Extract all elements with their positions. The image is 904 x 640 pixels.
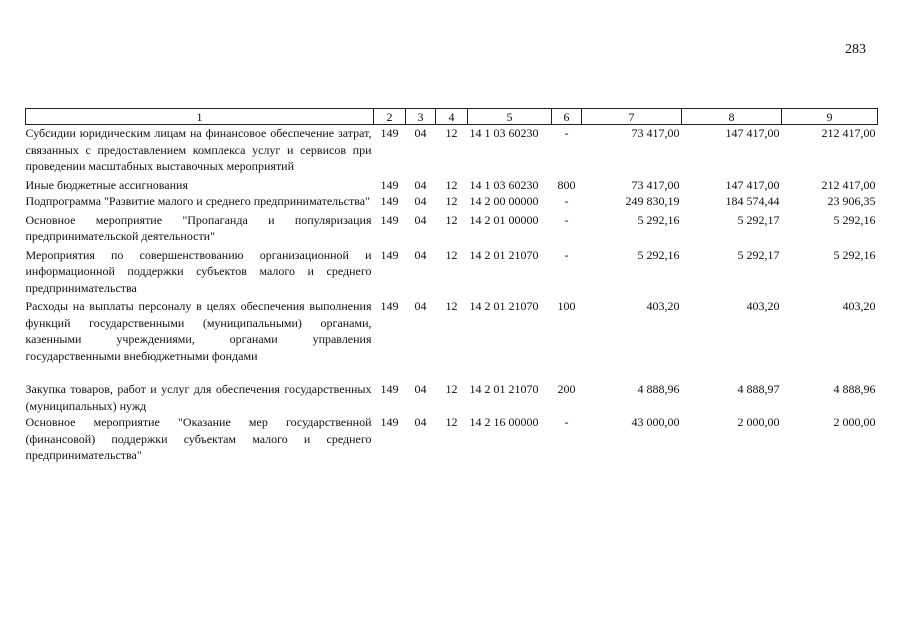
row-subsection-code: 12: [445, 247, 458, 262]
row-subsection-code: 12: [445, 194, 458, 208]
header-col-9: 9: [782, 109, 878, 125]
row-subsection-code: 12: [445, 126, 458, 140]
row-expense-type: 200: [557, 382, 576, 396]
row-ministry-code: 149: [380, 194, 399, 208]
header-col-7: 7: [582, 109, 682, 125]
row-target-article: 14 2 01 00000: [469, 212, 539, 227]
row-section-code: 04: [414, 247, 427, 262]
table-row: [26, 414, 878, 464]
row-expense-type: -: [564, 415, 569, 429]
row-amount-9: 23 906,35: [827, 194, 876, 208]
row-amount-9: 212 417,00: [821, 177, 876, 192]
row-expense-type: 800: [557, 177, 576, 192]
table-row: [26, 296, 878, 364]
row-section-code: 04: [414, 299, 427, 313]
row-name: Основное мероприятие "Пропаганда и популяризация предпринимательской деятельности": [25, 212, 372, 243]
row-expense-type: -: [564, 194, 569, 208]
table-header-row: [26, 109, 878, 125]
row-amount-8: 184 574,44: [725, 194, 780, 208]
row-ministry-code: 149: [380, 126, 399, 140]
row-ministry-code: 149: [380, 382, 399, 396]
row-target-article: 14 2 01 21070: [469, 299, 539, 313]
row-subsection-code: 12: [445, 382, 458, 396]
row-amount-9: 5 292,16: [833, 247, 876, 262]
row-target-article: 14 2 01 21070: [469, 382, 539, 396]
row-amount-8: 147 417,00: [725, 126, 780, 140]
row-name: Закупка товаров, работ и услуг для обеспечения государственных (муниципальных) нужд: [25, 382, 372, 413]
row-amount-8: 5 292,17: [737, 247, 780, 262]
row-expense-type: -: [564, 247, 569, 262]
row-amount-9: 2 000,00: [833, 415, 876, 429]
row-amount-9: 5 292,16: [833, 212, 876, 227]
row-amount-8: 147 417,00: [725, 177, 780, 192]
row-section-code: 04: [414, 382, 427, 396]
row-ministry-code: 149: [380, 212, 399, 227]
table-row: [26, 193, 878, 210]
header-col-6: 6: [552, 109, 582, 125]
row-section-code: 04: [414, 212, 427, 227]
row-ministry-code: 149: [380, 247, 399, 262]
row-amount-7: 73 417,00: [631, 126, 680, 140]
row-amount-8: 5 292,17: [737, 212, 780, 227]
row-subsection-code: 12: [445, 299, 458, 313]
row-amount-8: 4 888,97: [737, 382, 780, 396]
header-col-8: 8: [682, 109, 782, 125]
row-name: Основное мероприятие "Оказание мер государственной (финансовой) поддержки субъектам малого и среднего предпринимательства": [25, 415, 372, 462]
row-amount-7: 5 292,16: [637, 212, 680, 227]
row-subsection-code: 12: [445, 415, 458, 429]
row-name: Иные бюджетные ассигнования: [25, 177, 188, 192]
header-col-4: 4: [436, 109, 468, 125]
row-amount-8: 2 000,00: [737, 415, 780, 429]
row-ministry-code: 149: [380, 415, 399, 429]
row-ministry-code: 149: [380, 299, 399, 313]
row-section-code: 04: [414, 177, 427, 192]
row-subsection-code: 12: [445, 177, 458, 192]
row-expense-type: -: [564, 212, 569, 227]
table-row: [26, 245, 878, 297]
table-row: [26, 364, 878, 414]
row-amount-7: 73 417,00: [631, 177, 680, 192]
budget-table: [25, 108, 878, 464]
row-amount-7: 4 888,96: [637, 382, 680, 396]
row-expense-type: 100: [557, 299, 576, 313]
table-row: [26, 125, 878, 175]
row-target-article: 14 2 16 00000: [469, 415, 539, 429]
row-amount-7: 43 000,00: [631, 415, 680, 429]
header-col-1: 1: [26, 109, 374, 125]
header-col-5: 5: [468, 109, 552, 125]
row-name: Расходы на выплаты персоналу в целях обеспечения выполнения функций государственными (муниципальными) органами, казенными учреждениями, органами управления государственными внебюджетными фондами: [25, 299, 372, 363]
table-row: [26, 175, 878, 194]
header-col-2: 2: [374, 109, 406, 125]
row-amount-9: 403,20: [842, 299, 876, 313]
row-name: Субсидии юридическим лицам на финансовое обеспечение затрат, связанных с предоставлением комплекса услуг и сервисов при проведении масштабных выставочных мероприятий: [25, 126, 372, 173]
row-target-article: 14 1 03 60230: [469, 177, 539, 192]
row-section-code: 04: [414, 126, 427, 140]
header-col-3: 3: [406, 109, 436, 125]
row-section-code: 04: [414, 415, 427, 429]
row-amount-9: 212 417,00: [821, 126, 876, 140]
row-amount-7: 403,20: [646, 299, 680, 313]
row-target-article: 14 1 03 60230: [469, 126, 539, 140]
row-expense-type: -: [564, 126, 569, 140]
row-name: Подпрограмма "Развитие малого и среднего предпринимательства": [25, 194, 370, 208]
row-amount-8: 403,20: [746, 299, 780, 313]
page-number: 283: [845, 42, 866, 57]
row-amount-9: 4 888,96: [833, 382, 876, 396]
table-row: [26, 210, 878, 245]
row-target-article: 14 2 00 00000: [469, 194, 539, 208]
row-amount-7: 249 830,19: [625, 194, 680, 208]
row-amount-7: 5 292,16: [637, 247, 680, 262]
row-section-code: 04: [414, 194, 427, 208]
row-ministry-code: 149: [380, 177, 399, 192]
row-name: Мероприятия по совершенствованию организационной и информационной поддержки субъектов малого и среднего предпринимательства: [25, 247, 372, 295]
row-target-article: 14 2 01 21070: [469, 247, 539, 262]
row-subsection-code: 12: [445, 212, 458, 227]
